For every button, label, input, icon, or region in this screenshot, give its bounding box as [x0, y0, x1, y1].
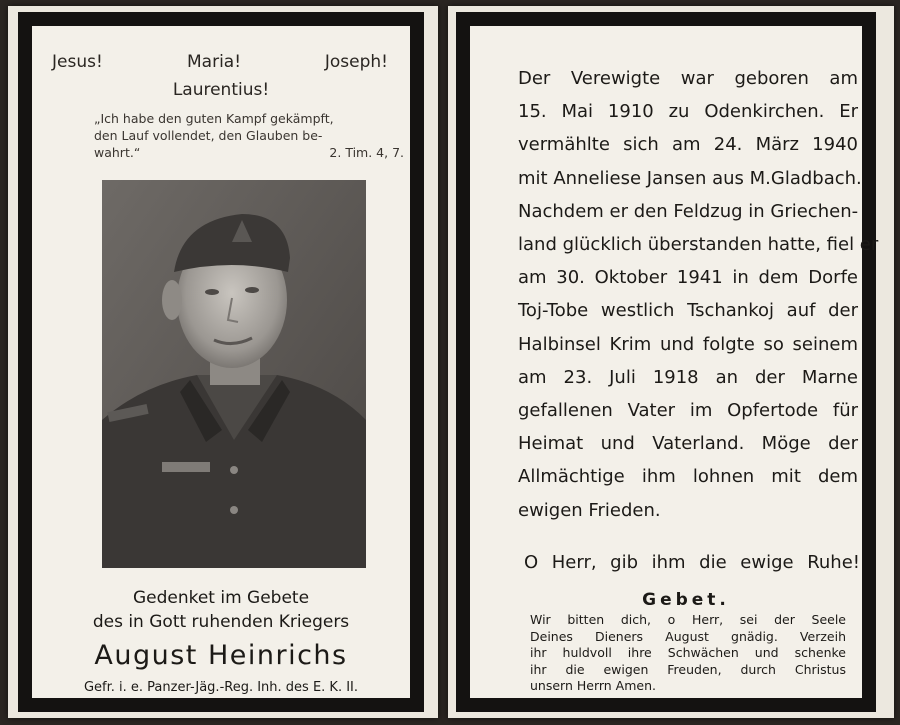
biography-line: am 23. Juli 1918 an der Marne: [518, 366, 858, 388]
biography-line: gefallenen Vater im Opfertode für: [518, 400, 858, 422]
remembrance-line: Gedenket im Gebete: [132, 588, 310, 608]
remembrance-text: [32, 586, 410, 634]
prayer-line: ihr huldvoll ihre Schwächen und schenke: [530, 645, 846, 660]
prayer-line: ihr die ewigen Freuden, durch Christus: [530, 661, 846, 677]
invocation-joseph: Joseph!: [324, 52, 388, 72]
biography-line: Nachdem er den Feldzug in Griechen-: [518, 200, 859, 222]
biography-text: [518, 62, 879, 527]
remembrance-line: des in Gott ruhenden Kriegers: [92, 612, 350, 632]
black-mourning-border: [18, 12, 424, 712]
invocation-row: [32, 52, 410, 80]
soldier-portrait-photo: [102, 180, 366, 568]
biography-line: mit Anneliese Jansen aus M.Gladbach.: [518, 167, 862, 189]
closing-invocation: O Herr, gib ihm die ewige Ruhe!: [524, 552, 860, 573]
biography-line: vermählte sich am 24. März 1940: [518, 134, 858, 156]
biography-line: land glücklich überstanden hatte, fiel er: [518, 234, 879, 256]
black-mourning-border: [456, 12, 879, 712]
quote-line: den Lauf vollendet, den Glauben be-: [94, 128, 323, 143]
biography-line: Toj-Tobe westlich Tschankoj auf der: [518, 300, 858, 322]
quote-line: wahrt.“: [94, 145, 141, 160]
memorial-card-front: [8, 6, 438, 718]
prayer-line: Deines Dieners August gnädig. Verzeih: [530, 628, 846, 644]
biography-line: Allmächtige ihm lohnen mit dem: [518, 466, 858, 488]
invocation-maria: Maria!: [187, 52, 242, 72]
prayer-text: [530, 612, 846, 695]
biography-line: 15. Mai 1910 zu Odenkirchen. Er: [518, 101, 858, 123]
scripture-quote: [94, 110, 414, 161]
memorial-card-back: [448, 6, 894, 718]
military-rank: Gefr. i. e. Panzer-Jäg.-Reg. Inh. des E. K. II.: [83, 680, 359, 695]
scripture-reference: 2. Tim. 4, 7.: [329, 145, 404, 160]
biography-line: Der Verewigte war geboren am: [518, 68, 858, 89]
quote-line: „Ich habe den guten Kampf gekämpft,: [94, 111, 334, 126]
prayer-title: Gebet.: [642, 590, 730, 610]
deceased-name: August Heinrichs: [94, 640, 348, 671]
patron-saint: Laurentius!: [172, 80, 270, 100]
invocation-jesus: Jesus!: [52, 52, 103, 72]
biography-line: am 30. Oktober 1941 in dem Dorfe: [518, 267, 858, 289]
biography-line: Heimat und Vaterland. Möge der: [518, 433, 858, 455]
prayer-line: unsern Herrn Amen.: [530, 678, 657, 693]
prayer-line: Wir bitten dich, o Herr, sei der Seele: [530, 612, 846, 627]
biography-line: ewigen Frieden.: [518, 499, 661, 521]
biography-line: Halbinsel Krim und folgte so seinem: [518, 333, 858, 355]
